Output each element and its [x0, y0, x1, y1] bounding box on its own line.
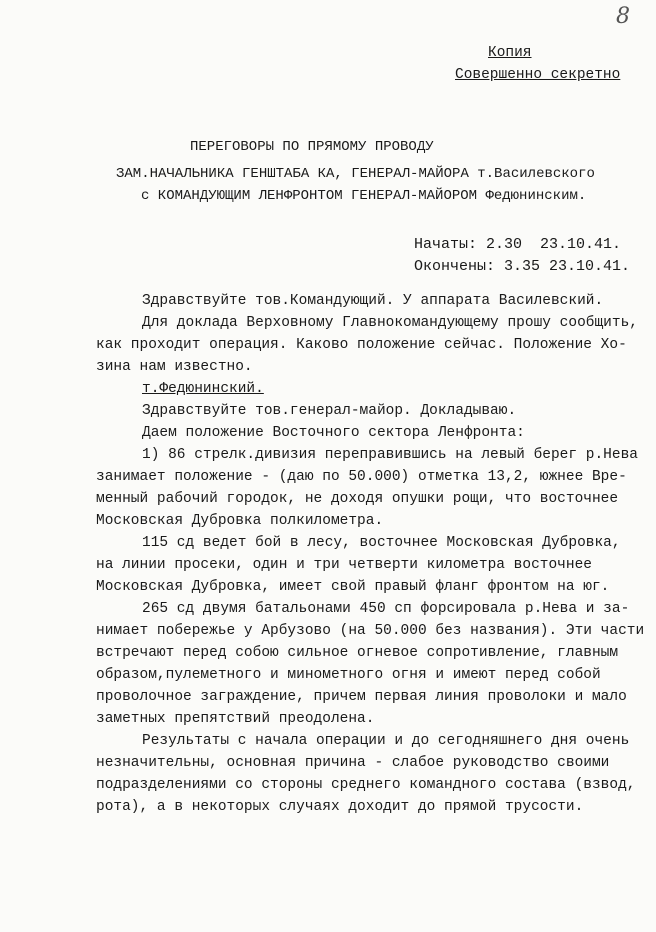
text-line: 115 сд ведет бой в лесу, восточнее Московская Дубровка, [142, 535, 621, 551]
text-line: незначительны, основная причина - слабое руководство своими [96, 755, 610, 771]
text-line: Для доклада Верховному Главнокомандующему прошу сообщить, [142, 315, 638, 331]
text-line: менный рабочий городок, не доходя опушки рощи, что восточнее [96, 491, 619, 507]
speaker-label [96, 378, 636, 400]
text-line: 265 сд двумя батальонами 450 сп форсировала р.Нева и за- [142, 601, 630, 617]
started-time: Начаты: 2.30 23.10.41. [414, 236, 622, 253]
text-line: Даем положение Восточного сектора Ленфронта: [142, 425, 525, 441]
text-line: 1) 86 стрелк.дивизия переправившись на левый берег р.Нева [142, 447, 638, 463]
document-title: ПЕРЕГОВОРЫ ПО ПРЯМОМУ ПРОВОДУ [190, 139, 434, 155]
time-block [414, 234, 630, 278]
ended-time: Окончены: 3.35 23.10.41. [414, 258, 631, 275]
copy-stamp: Копия [488, 45, 532, 61]
text-line: зина нам известно. [96, 359, 253, 375]
text-line: подразделениями со стороны среднего командного состава (взвод, [96, 777, 636, 793]
conversation-text [96, 290, 645, 818]
text-line: встречают перед собою сильное огневое сопротивление, главным [96, 645, 619, 661]
speaker-name: т.Федюнинский. [142, 381, 264, 397]
text-line: образом,пулеметного и минометного огня и имеют перед собой [96, 667, 601, 683]
text-line: заметных препятствий преодолена. [96, 711, 375, 727]
text-line: нимает побережье у Арбузово (на 50.000 без названия). Эти части [96, 623, 645, 639]
text-line: Московская Дубровка, имеет свой правый фланг фронтом на юг. [96, 579, 610, 595]
classification-stamp: Совершенно секретно [455, 67, 621, 83]
title-line-3: с КОМАНДУЮЩИМ ЛЕНФРОНТОМ ГЕНЕРАЛ-МАЙОРОМ Федюнинским. [141, 188, 587, 204]
text-line: рота), а в некоторых случаях доходит до прямой трусости. [96, 799, 584, 815]
text-line: занимает положение - (даю по 50.000) отметка 13,2, южнее Вре- [96, 469, 627, 485]
text-line: Результаты с начала операции и до сегодняшнего дня очень [142, 733, 630, 749]
title-line-2: ЗАМ.НАЧАЛЬНИКА ГЕНШТАБА КА, ГЕНЕРАЛ-МАЙОРА т.Василевского [116, 166, 595, 182]
text-line: на линии просеки, один и три четверти километра восточнее [96, 557, 592, 573]
text-line: Московская Дубровка полкилометра. [96, 513, 384, 529]
text-line: Здравствуйте тов.Командующий. У аппарата Василевский. [142, 293, 604, 309]
text-line: Здравствуйте тов.генерал-майор. Докладываю. [142, 403, 517, 419]
text-line: как проходит операция. Каково положение сейчас. Положение Хо- [96, 337, 627, 353]
page-number: 8 [616, 4, 630, 29]
text-line: проволочное заграждение, причем первая линия проволоки и мало [96, 689, 627, 705]
